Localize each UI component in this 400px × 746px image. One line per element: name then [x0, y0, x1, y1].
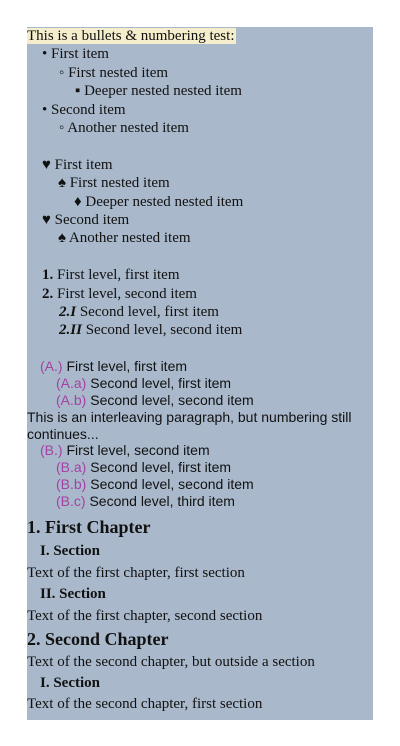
bullet-item: • Second item: [42, 102, 126, 118]
heart-icon: ♥: [42, 212, 51, 228]
body-paragraph: Text of the first chapter, first section: [27, 565, 245, 581]
square-bullet-icon: ▪: [75, 83, 81, 99]
symbol-item: ♥ Second item: [42, 212, 130, 228]
section-heading: I. Section: [40, 543, 100, 559]
list-number: 2.I: [59, 304, 77, 320]
list-letter: (A.a): [56, 375, 87, 391]
bullet-icon: •: [42, 102, 48, 118]
body-paragraph: Text of the first chapter, second section: [27, 608, 263, 624]
lettered-item: (B.c) Second level, third item: [56, 493, 235, 509]
list-letter: (B.): [40, 442, 63, 458]
list-letter: (A.): [40, 358, 63, 374]
symbol-item: ♠ Another nested item: [58, 230, 191, 246]
numbered-item: 2.II Second level, second item: [59, 322, 243, 338]
circle-bullet-icon: ◦: [59, 120, 65, 136]
numbered-item: 2.I Second level, first item: [59, 304, 219, 320]
bullet-item: • First item: [42, 46, 109, 62]
bullet-item: ▪ Deeper nested nested item: [75, 83, 242, 99]
section-heading: I. Section: [40, 675, 100, 691]
lettered-item: (A.) First level, first item: [40, 358, 188, 374]
bullet-item: ◦ First nested item: [59, 65, 169, 81]
list-letter: (B.c): [56, 493, 86, 509]
numbered-item: 2. First level, second item: [42, 286, 197, 302]
lettered-item: (B.a) Second level, first item: [56, 459, 232, 475]
heart-icon: ♥: [42, 157, 51, 173]
lettered-item: (A.b) Second level, second item: [56, 392, 254, 408]
numbered-item: 1. First level, first item: [42, 267, 180, 283]
list-number: 1.: [42, 267, 54, 283]
document-title: This is a bullets & numbering test:: [27, 28, 235, 44]
body-paragraph: Text of the second chapter, but outside a section: [27, 654, 315, 670]
diamond-icon: ♦: [74, 194, 82, 210]
bullet-icon: •: [42, 46, 48, 62]
lettered-item: (A.a) Second level, first item: [56, 375, 232, 391]
list-letter: (B.a): [56, 459, 87, 475]
bullet-item: ◦ Another nested item: [59, 120, 189, 136]
list-number: 2.: [42, 286, 54, 302]
spade-icon: ♠: [58, 230, 66, 246]
chapter-heading: 2. Second Chapter: [27, 629, 169, 649]
chapter-heading: 1. First Chapter: [27, 517, 151, 537]
lettered-item: (B.) First level, second item: [40, 442, 210, 458]
symbol-item: ♥ First item: [42, 157, 113, 173]
list-letter: (A.b): [56, 392, 87, 408]
circle-bullet-icon: ◦: [59, 65, 65, 81]
interleaving-paragraph-cont: continues...: [27, 426, 99, 442]
lettered-item: (B.b) Second level, second item: [56, 476, 254, 492]
list-letter: (B.b): [56, 476, 87, 492]
section-heading: II. Section: [40, 586, 106, 602]
list-number: 2.II: [59, 322, 82, 338]
symbol-item: ♠ First nested item: [58, 175, 170, 191]
body-paragraph: Text of the second chapter, first section: [27, 696, 263, 712]
interleaving-paragraph: This is an interleaving paragraph, but numbering still: [27, 409, 352, 425]
symbol-item: ♦ Deeper nested nested item: [74, 194, 244, 210]
spade-icon: ♠: [58, 175, 66, 191]
